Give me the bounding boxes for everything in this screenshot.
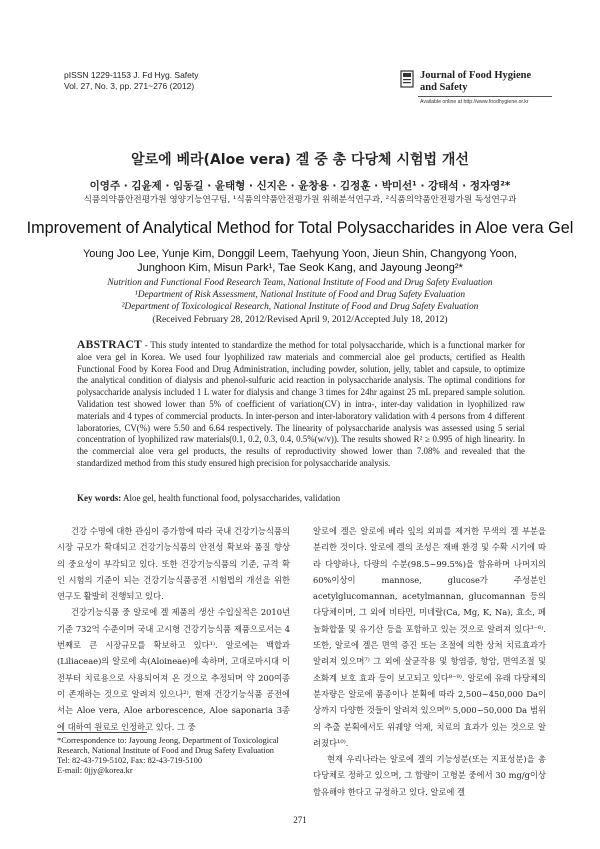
keywords-label: Key words:	[77, 493, 122, 503]
english-affiliation-3: ²Department of Toxicological Research, National Institute of Food and Drug Safety Evaluation	[121, 302, 479, 312]
abstract	[77, 340, 525, 470]
issn-line: pISSN 1229-1153 J. Fd Hyg. Safety	[64, 70, 199, 80]
abstract-label: ABSTRACT	[77, 339, 143, 351]
volume-line: Vol. 27, No. 3, pp. 271~276 (2012)	[64, 81, 195, 91]
body-paragraph: 건강기능식품 중 알로에 겔 제품의 생산 수입실적은 2010년 기준 732억 수준이며 국내 고시형 건강기능식품 제품으로서는 4번째로 큰 시장규모를 확보하고 있다¹⁾. 알로에는 백합과(Liliaceae)의 알로에 속(Aloineae)에 속하며, 고대로마시대 이전부터 치료용으로 사용되어져 온 것으로 추정되며 약 200여종이 존재하는 것으로 알려져 있으나²⁾, 현재 건강기능식품 공전에서는 Aloe vera, Aloe arborescence, Aloe saponaria 3종에 대하여 원료로 인정하고 있다. 그 중	[57, 607, 290, 732]
korean-affiliation: 식품의약품안전평가원 영양기능연구팀, ¹식품의약품안전평가원 위해분석연구과, ²식품의약품안전평가원 독성연구과	[83, 195, 517, 205]
abstract-text: - This study intented to standardize the method for total polysaccharide, which is a functional marker for aloe vera gel in Korea. We used four lyophilized raw materials and commercial aloe gel products, certified as Health Functional Food by Korea Food and Drug Administration, including powder, solution, jelly, tablet and capsule, to optimize the analytical condition of dialysis and phenol-sulfuric acid reaction in polysaccharide analysis. The optimal conditions for polysaccharide analysis included 1 L water for dialysis and change 3 times for 24hr against 25 mL prepared sample solution. Validation test showed lower than 5% of coefficient of variation(CV) in intra-, inter-day validation in lyophilized raw materials and 4 types of commercial products. In inter-person and inter-laboratory validation with 4 persons from 4 different laboratories, CV(%) were 5.50 and 6.64 respectively. The linearity of polysaccharide analysis was assessed using 5 serial concentration of lyophilized raw materials(0.1, 0.2, 0.3, 0.4, 0.5%(w/v)). The results showed R² ≥ 0.995 of high linearity. In the commercial aloe vera gel products, the results of reproductivity showed lower than 7.08% and revealed that the standardized method from this study ensured high precision for polysaccharide analysis.	[77, 340, 525, 468]
footnote-divider	[57, 732, 147, 733]
issn-block	[64, 70, 199, 92]
footnote-email: E-mail: 0jjy@korea.kr	[57, 766, 133, 775]
korean-authors: 이영주 · 김윤제 · 임동길 · 윤태형 · 신지은 · 윤창용 · 김정훈 · 박미선¹ · 강태석 · 정자영²*	[89, 180, 511, 192]
body-paragraph: 현재 우리나라는 알로에 겔의 기능성분(또는 지표성분)을 총 다당체로 정하고 있으며, 그 함량이 고형분 중에서 30 mg/g이상 함유해야 한다고 규정하고 있다. 알로에 겔	[313, 754, 546, 797]
english-title: Improvement of Analytical Method for Total Polysaccharides in Aloe vera Gel	[26, 219, 574, 237]
footnote-line: *Correspondence to: Jayoung Jeong, Department of Toxicological	[57, 736, 279, 745]
body-paragraph: 건강 수명에 대한 관심이 증가함에 따라 국내 건강기능식품의 시장 규모가 확대되고 건강기능식품의 안전성 확보와 품질 향상의 중요성이 부각되고 있다. 또한 건강기능식품의 기준, 규격 확인 시험의 기준이 되는 건강기능식품공전 시험법의 개선을 위한 연구도 활발히 진행되고 있다.	[57, 526, 290, 602]
journal-name: Journal of Food Hygiene and Safety	[420, 70, 532, 93]
journal-divider	[418, 96, 552, 97]
body-column-left	[57, 523, 290, 735]
english-authors-line1: Young Joo Lee, Yunje Kim, Donggil Leem, Taehyung Yoon, Jieun Shin, Changyong Yoon,	[82, 248, 518, 260]
received-dates: (Received February 28, 2012/Revised April 9, 2012/Accepted July 18, 2012)	[152, 314, 448, 325]
page-number: 271	[293, 815, 307, 825]
journal-url: Available online at http://www.foodhygiene.or.kr	[420, 99, 529, 105]
english-affiliation-1: Nutrition and Functional Food Research Team, National Institute of Food and Drug Safety Evaluation	[107, 278, 493, 288]
correspondence-footnote	[57, 736, 297, 776]
keywords	[77, 493, 525, 503]
english-affiliation-2: ¹Department of Risk Assessment, National Institute of Food and Drug Safety Evaluation	[134, 290, 466, 300]
body-column-right	[313, 523, 546, 800]
english-authors-line2: Junghoon Kim, Misun Park¹, Tae Seok Kang, and Jayoung Jeong²*	[137, 262, 463, 274]
body-paragraph: 알로에 겔은 알로에 베라 잎의 외피를 제거한 무색의 겔 부분을 분리한 것이다. 알로에 겔의 조성은 재배 환경 및 수확 시기에 따라 다양하나, 다량의 수분(98.5~99.5%)을 함유하며 나머지의 60%이상이 mannose, glucose가 주성분인 acetylglucomannan, acetylmannan, glucomannan 등의 다당체이며, 그 외에 비타민, 미네랄(Ca, Mg, K, Na), 효소, 페놀화합물 및 유기산 등을 포함하고 있는 것으로 알려져 있다³⁻⁶⁾. 또한, 알로에 겔은 면역 증진 또는 조절에 의한 상처 치료효과가 알려져 있으며⁷⁾ 그 외에 살균작용 및 항염증, 항암, 면역조절 및 소화계 보호 효과 등이 보고되고 있다⁸⁻⁹⁾. 알로에 유래 다당체의 분자량은 알로에 품종이나 분획에 따라 2,500~450,000 Da이상까지 다양한 것들이 알려져 있으며⁹⁾ 5,000~50,000 Da 범위의 추출 분획에서도 위궤양 억제, 치료의 효과가 있는 것으로 알려졌다¹⁰⁾.	[313, 526, 546, 748]
footnote-line: Research, National Institute of Food and Drug Safety Evaluation	[57, 746, 274, 755]
journal-logo-icon	[400, 70, 414, 88]
keywords-text: Aloe gel, health functional food, polysaccharides, validation	[121, 493, 341, 503]
footnote-line: Tel: 82-43-719-5102, Fax: 82-43-719-5100	[57, 756, 203, 765]
korean-title: 알로에 베라(Aloe vera) 겔 중 총 다당체 시험법 개선	[131, 152, 469, 168]
journal-masthead	[400, 66, 550, 114]
